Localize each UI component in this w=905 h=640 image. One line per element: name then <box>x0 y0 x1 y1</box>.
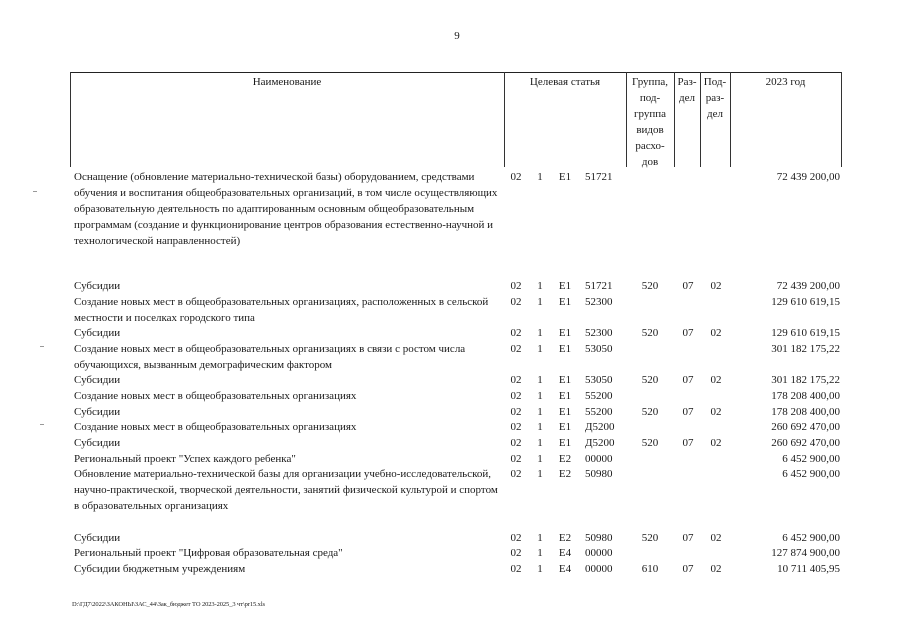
row-code-1: 02 <box>510 453 522 465</box>
row-code-4: 50980 <box>585 468 613 480</box>
row-code-3: E1 <box>558 406 572 418</box>
row-code-4: 00000 <box>585 563 613 575</box>
header-subsection-line: дел <box>707 108 723 120</box>
row-amount: 129 610 619,15 <box>771 296 840 308</box>
row-amount: 301 182 175,22 <box>771 374 840 386</box>
row-section: 07 <box>682 327 694 339</box>
row-group: 520 <box>641 280 659 292</box>
row-section: 07 <box>682 374 694 386</box>
row-code-4: Д5200 <box>585 437 615 449</box>
row-code-3: E1 <box>558 296 572 308</box>
row-group: 520 <box>641 374 659 386</box>
row-name: Субсидии <box>74 406 121 418</box>
row-code-2: 1 <box>537 171 543 183</box>
row-code-1: 02 <box>510 421 522 433</box>
table-header <box>70 72 842 167</box>
header-top-border <box>70 72 842 73</box>
row-code-1: 02 <box>510 468 522 480</box>
row-code-2: 1 <box>537 374 543 386</box>
row-code-2: 1 <box>537 453 543 465</box>
row-code-1: 02 <box>510 437 522 449</box>
row-code-1: 02 <box>510 296 522 308</box>
header-subsection <box>700 74 730 122</box>
row-section: 07 <box>682 532 694 544</box>
row-name: Субсидии <box>74 327 121 339</box>
row-code-1: 02 <box>510 532 522 544</box>
row-code-4: 52300 <box>585 296 613 308</box>
row-group: 610 <box>641 563 659 575</box>
row-code-2: 1 <box>537 390 543 402</box>
row-name: Региональный проект "Цифровая образовательная среда" <box>74 547 343 559</box>
row-amount: 178 208 400,00 <box>771 406 840 418</box>
scan-mark <box>40 424 44 425</box>
row-subsection: 02 <box>710 406 722 418</box>
row-code-4: 00000 <box>585 453 613 465</box>
row-code-1: 02 <box>510 343 522 355</box>
row-code-3: E4 <box>558 563 572 575</box>
row-code-4: 55200 <box>585 406 613 418</box>
header-group-line: дов <box>641 156 659 168</box>
row-amount: 10 711 405,95 <box>777 563 840 575</box>
row-amount: 127 874 900,00 <box>771 547 840 559</box>
row-code-3: E1 <box>558 327 572 339</box>
row-code-4: Д5200 <box>585 421 615 433</box>
row-code-1: 02 <box>510 390 522 402</box>
row-name: Оснащение (обновление материально-технической базы) оборудованием, средствами обучения и воспитания общеобразовательных организаций, в том числе осуществляющих образовательную деятельность по адаптированным основным общеобразовательным программам (создание и функционирование центров образования естественно-научной и технологической направленностей) <box>74 171 498 247</box>
row-code-3: E1 <box>558 390 572 402</box>
row-name: Обновление материально-технической базы для организации учебно-исследовательской, научно-практической, творческой деятельности, занятий физической культурой и спортом в образовательных организациях <box>74 468 498 512</box>
row-subsection: 02 <box>710 563 722 575</box>
header-section-line: Раз- <box>677 76 697 88</box>
row-code-1: 02 <box>510 563 522 575</box>
row-subsection: 02 <box>710 374 722 386</box>
row-amount: 260 692 470,00 <box>771 421 840 433</box>
header-subsection-line: Под- <box>703 76 727 88</box>
row-code-4: 55200 <box>585 390 613 402</box>
row-name: Субсидии <box>74 532 121 544</box>
row-code-2: 1 <box>537 468 543 480</box>
header-subsection-line: раз- <box>705 92 725 104</box>
row-name: Субсидии бюджетным учреждениям <box>74 563 246 575</box>
row-amount: 260 692 470,00 <box>771 437 840 449</box>
row-group: 520 <box>641 532 659 544</box>
row-code-3: E4 <box>558 547 572 559</box>
header-group-line: расхо- <box>635 140 665 152</box>
file-path-footer: D:\ГД7\2022\ЗАКОНЫ\ЗАС_44\Зак_бюджет ТО 2023-2025_3 чт\pr15.xls <box>72 601 265 608</box>
row-code-3: E2 <box>558 532 572 544</box>
page-number: 9 <box>454 30 460 42</box>
row-code-2: 1 <box>537 296 543 308</box>
row-amount: 178 208 400,00 <box>771 390 840 402</box>
row-subsection: 02 <box>710 532 722 544</box>
row-code-2: 1 <box>537 280 543 292</box>
row-code-2: 1 <box>537 547 543 559</box>
row-code-4: 53050 <box>585 343 613 355</box>
row-amount: 301 182 175,22 <box>771 343 840 355</box>
scan-mark <box>40 346 44 347</box>
row-code-3: E1 <box>558 280 572 292</box>
row-amount: 6 452 900,00 <box>782 532 840 544</box>
header-section-line: дел <box>679 92 695 104</box>
row-code-1: 02 <box>510 406 522 418</box>
header-group-line: под- <box>639 92 661 104</box>
row-code-2: 1 <box>537 406 543 418</box>
header-group-line: группа <box>633 108 667 120</box>
row-section: 07 <box>682 437 694 449</box>
row-amount: 72 439 200,00 <box>776 280 840 292</box>
row-subsection: 02 <box>710 327 722 339</box>
row-code-1: 02 <box>510 374 522 386</box>
row-code-2: 1 <box>537 563 543 575</box>
row-group: 520 <box>641 437 659 449</box>
row-code-4: 51721 <box>585 280 613 292</box>
row-code-2: 1 <box>537 421 543 433</box>
row-code-3: E1 <box>558 374 572 386</box>
row-amount: 72 439 200,00 <box>776 171 840 183</box>
row-code-2: 1 <box>537 343 543 355</box>
row-section: 07 <box>682 406 694 418</box>
row-code-2: 1 <box>537 327 543 339</box>
row-code-1: 02 <box>510 547 522 559</box>
row-subsection: 02 <box>710 437 722 449</box>
row-name: Создание новых мест в общеобразовательных организациях в связи с ростом числа обучающихся, вызванным демографическим фактором <box>74 343 466 371</box>
row-code-4: 50980 <box>585 532 613 544</box>
row-code-1: 02 <box>510 171 522 183</box>
row-code-1: 02 <box>510 280 522 292</box>
row-code-2: 1 <box>537 532 543 544</box>
row-name: Субсидии <box>74 374 121 386</box>
header-group <box>626 74 674 170</box>
row-code-3: E1 <box>558 437 572 449</box>
scan-mark <box>33 191 37 192</box>
header-section <box>674 74 700 106</box>
row-group: 520 <box>641 327 659 339</box>
row-code-3: E1 <box>558 343 572 355</box>
row-section: 07 <box>682 280 694 292</box>
row-section: 07 <box>682 563 694 575</box>
row-code-4: 00000 <box>585 547 613 559</box>
row-name: Региональный проект "Успех каждого ребенка" <box>74 453 296 465</box>
header-group-line: видов <box>636 124 664 136</box>
row-name: Создание новых мест в общеобразовательных организациях, расположенных в сельской местности и поселках городского типа <box>74 296 489 324</box>
row-code-4: 53050 <box>585 374 613 386</box>
row-name: Создание новых мест в общеобразовательных организациях <box>74 421 357 433</box>
row-name: Субсидии <box>74 280 121 292</box>
header-year: 2023 год <box>765 76 806 88</box>
row-code-1: 02 <box>510 327 522 339</box>
row-code-4: 52300 <box>585 327 613 339</box>
row-code-3: E1 <box>558 421 572 433</box>
row-amount: 6 452 900,00 <box>782 453 840 465</box>
header-right-border <box>841 72 842 167</box>
header-group-line: Группа, <box>632 76 668 88</box>
header-name: Наименование <box>252 76 322 88</box>
row-name: Субсидии <box>74 437 121 449</box>
row-code-4: 51721 <box>585 171 613 183</box>
row-code-3: E2 <box>558 468 572 480</box>
row-name: Создание новых мест в общеобразовательных организациях <box>74 390 357 402</box>
row-amount: 129 610 619,15 <box>771 327 840 339</box>
row-code-3: E2 <box>558 453 572 465</box>
row-code-2: 1 <box>537 437 543 449</box>
row-subsection: 02 <box>710 280 722 292</box>
row-amount: 6 452 900,00 <box>782 468 840 480</box>
row-group: 520 <box>641 406 659 418</box>
header-target: Целевая статья <box>529 76 601 88</box>
row-code-3: E1 <box>558 171 572 183</box>
